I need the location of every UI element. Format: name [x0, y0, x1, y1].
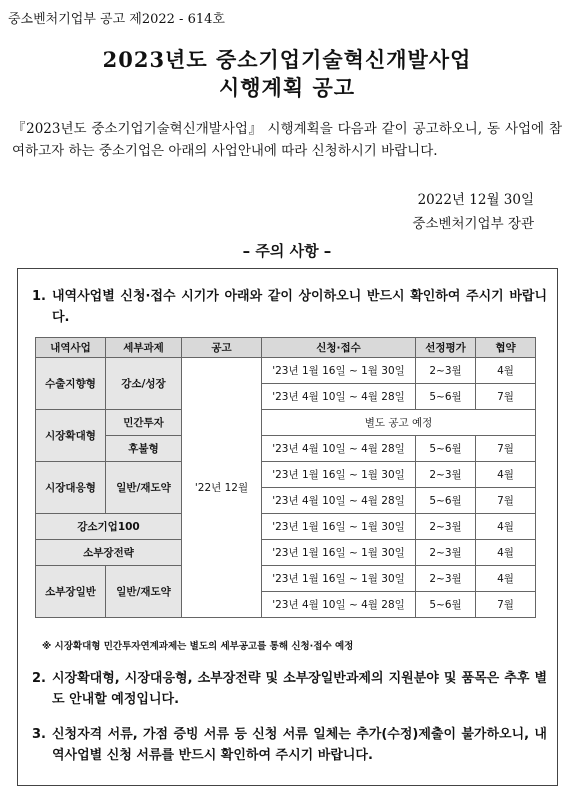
header-announce: 공고 [182, 338, 262, 358]
cell-agree: 7월 [476, 488, 536, 514]
cell-program: 강소기업100 [36, 514, 182, 540]
cell-period: '23년 1월 16일 ~ 1월 30일 [262, 540, 416, 566]
cell-period: '23년 4월 10일 ~ 4월 28일 [262, 488, 416, 514]
cell-announce: '22년 12월 [182, 358, 262, 618]
header-subtask: 세부과제 [106, 338, 182, 358]
cell-subtask: 민간투자 [106, 410, 182, 436]
table-row [36, 436, 536, 462]
cell-period: '23년 1월 16일 ~ 1월 30일 [262, 358, 416, 384]
cell-agree: 4월 [476, 514, 536, 540]
cell-period: '23년 1월 16일 ~ 1월 30일 [262, 462, 416, 488]
cell-eval: 5~6월 [416, 384, 476, 410]
cell-subtask: 일반/재도약 [106, 566, 182, 618]
cell-subtask: 후불형 [106, 436, 182, 462]
table-row [36, 540, 536, 566]
item-number: 1. [32, 289, 46, 304]
title-line-2: 시행계획 공고 [218, 75, 356, 100]
cell-agree: 7월 [476, 436, 536, 462]
cell-period: '23년 1월 16일 ~ 1월 30일 [262, 566, 416, 592]
table-row [36, 410, 536, 436]
table-row [36, 566, 536, 592]
header-agreement: 협약 [476, 338, 536, 358]
header-program: 내역사업 [36, 338, 106, 358]
table-row [36, 514, 536, 540]
document-number: 중소벤처기업부 공고 제2022 - 614호 [8, 12, 225, 27]
cell-agree: 4월 [476, 462, 536, 488]
cell-subtask: 강소/성장 [106, 358, 182, 410]
table-header-row [36, 338, 536, 358]
table-note: ※ 시장확대형 민간투자연계과제는 별도의 세부공고를 통해 신청·접수 예정 [42, 641, 354, 652]
item-number: 2. [32, 671, 46, 686]
notice-heading: – 주의 사항 – [242, 242, 332, 260]
signatory: 중소벤처기업부 장관 [412, 216, 534, 232]
cell-eval: 2~3월 [416, 462, 476, 488]
cell-eval: 2~3월 [416, 514, 476, 540]
cell-period: '23년 1월 16일 ~ 1월 30일 [262, 514, 416, 540]
cell-eval: 5~6월 [416, 436, 476, 462]
cell-eval: 2~3월 [416, 540, 476, 566]
intro-paragraph: 『2023년도 중소기업기술혁신개발사업』 시행계획을 다음과 같이 공고하오니, 동 사업에 참여하고자 하는 중소기업은 아래의 사업안내에 따라 신청하시기 바랍니다. [12, 121, 562, 159]
cell-agree: 4월 [476, 566, 536, 592]
cell-eval: 2~3월 [416, 566, 476, 592]
cell-eval: 5~6월 [416, 592, 476, 618]
cell-subtask: 일반/재도약 [106, 462, 182, 514]
cell-period: '23년 4월 10일 ~ 4월 28일 [262, 384, 416, 410]
cell-program: 시장확대형 [36, 410, 106, 462]
cell-agree: 4월 [476, 540, 536, 566]
cell-agree: 7월 [476, 592, 536, 618]
header-apply: 신청·접수 [262, 338, 416, 358]
cell-period: '23년 4월 10일 ~ 4월 28일 [262, 592, 416, 618]
cell-program: 시장대응형 [36, 462, 106, 514]
cell-agree: 4월 [476, 358, 536, 384]
item-text: 시장확대형, 시장대응형, 소부장전략 및 소부장일반과제의 지원분야 및 품목은 추후 별도 안내할 예정입니다. [52, 671, 547, 707]
item-text: 신청자격 서류, 가점 증빙 서류 등 신청 서류 일체는 추가(수정)제출이 불가하오니, 내역사업별 신청 서류를 반드시 확인하여 주시기 바랍니다. [52, 727, 547, 763]
announcement-date: 2022년 12월 30일 [417, 192, 534, 208]
cell-eval: 2~3월 [416, 358, 476, 384]
cell-agree: 7월 [476, 384, 536, 410]
cell-period: '23년 4월 10일 ~ 4월 28일 [262, 436, 416, 462]
title-line-1: 2023년도 중소기업기술혁신개발사업 [102, 47, 472, 72]
header-eval: 선정평가 [416, 338, 476, 358]
notice-box [17, 268, 558, 786]
cell-program: 수출지향형 [36, 358, 106, 410]
cell-program: 소부장전략 [36, 540, 182, 566]
item-number: 3. [32, 727, 46, 742]
schedule-table [35, 337, 536, 618]
table-row [36, 358, 536, 384]
cell-program: 소부장일반 [36, 566, 106, 618]
cell-eval: 5~6월 [416, 488, 476, 514]
item-text: 내역사업별 신청·접수 시기가 아래와 같이 상이하오니 반드시 확인하여 주시기 바랍니다. [52, 289, 547, 325]
cell-separate: 별도 공고 예정 [262, 410, 536, 436]
table-row [36, 462, 536, 488]
